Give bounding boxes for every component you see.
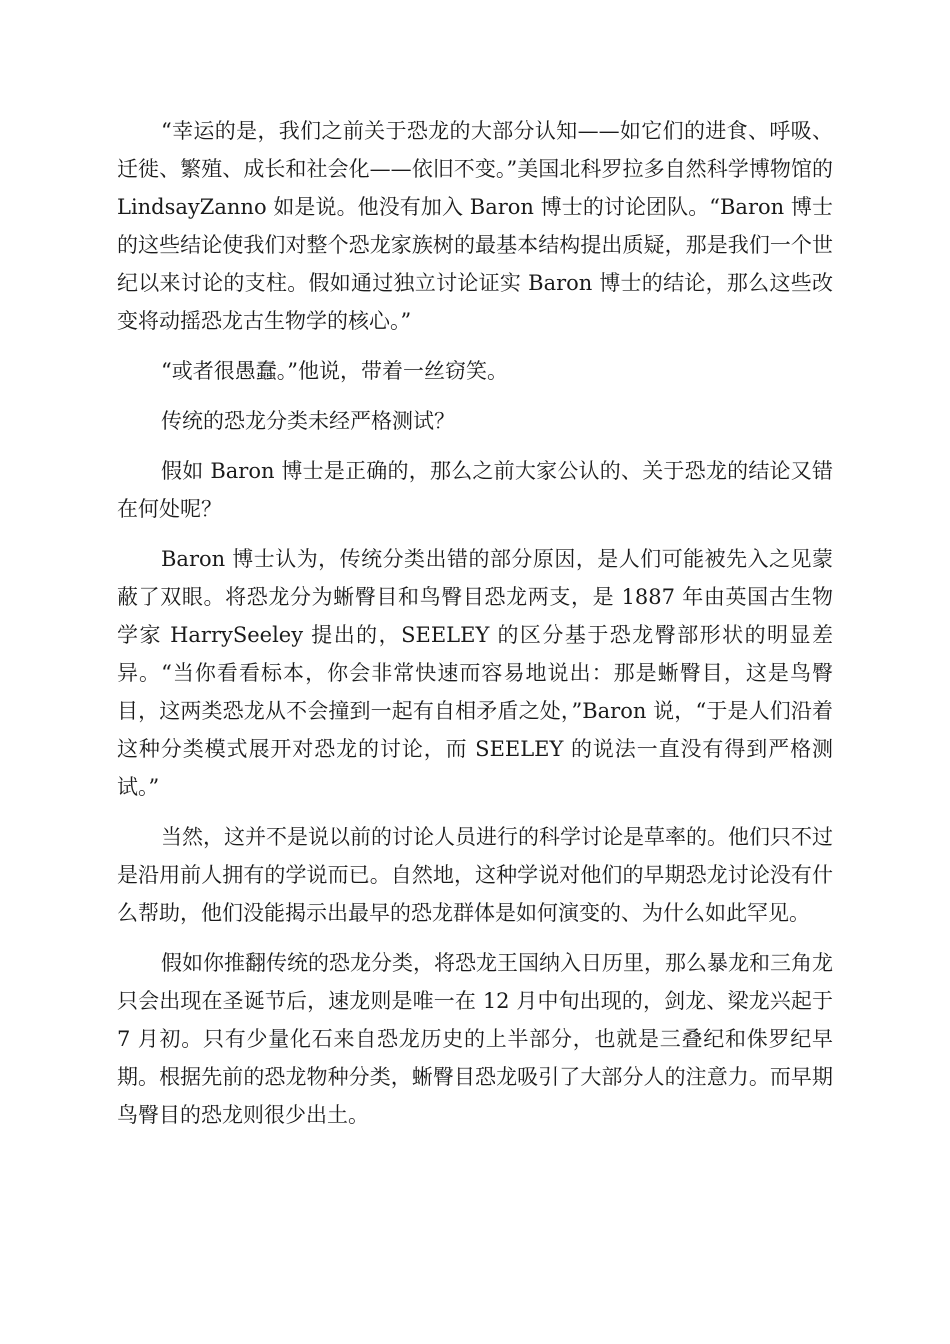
paragraph-question: 假如 Baron 博士是正确的，那么之前大家公认的、关于恐龙的结论又错在何处呢？ [117, 459, 833, 521]
article-body [117, 112, 833, 1146]
paragraph-prior-research: 当然，这并不是说以前的讨论人员进行的科学讨论是草率的。他们只不过是沿用前人拥有的学说而已。自然地，这种学说对他们的早期恐龙讨论没有什么帮助，他们没能揭示出最早的恐龙群体是如何演变的、为什么如此罕见。 [117, 825, 833, 925]
section-heading: 传统的恐龙分类未经严格测试？ [161, 409, 455, 433]
paragraph-snicker: “或者很愚蠢。”他说，带着一丝窃笑。 [161, 359, 508, 383]
paragraph-zanno-quote: “幸运的是，我们之前关于恐龙的大部分认知——如它们的进食、呼吸、迁徙、繁殖、成长和社会化——依旧不变。”美国北科罗拉多自然科学博物馆的 LindsayZanno 如是说。他没有加入 Baron 博士的讨论团队。“Baron 博士的这些结论使我们对整个恐龙家族树的最基本结构提出质疑，那是我们一个世纪以来讨论的支柱。假如通过独立讨论证实 Baron 博士的结论，那么这些改变将动摇恐龙古生物学的核心。” [117, 119, 833, 333]
paragraph-calendar: 假如你推翻传统的恐龙分类，将恐龙王国纳入日历里，那么暴龙和三角龙只会出现在圣诞节后，速龙则是唯一在 12 月中旬出现的，剑龙、梁龙兴起于 7 月初。只有少量化石来自恐龙历史的上半部分，也就是三叠纪和侏罗纪早期。根据先前的恐龙物种分类，蜥臀目恐龙吸引了大部分人的注意力。而早期鸟臀目的恐龙则很少出土。 [117, 951, 833, 1127]
paragraph-seeley: Baron 博士认为，传统分类出错的部分原因，是人们可能被先入之见蒙蔽了双眼。将恐龙分为蜥臀目和鸟臀目恐龙两支，是 1887 年由英国古生物学家 HarrySeeley 提出的，SEELEY 的区分基于恐龙臀部形状的明显差异。“当你看看标本，你会非常快速而容易地说出：那是蜥臀目，这是鸟臀目，这两类恐龙从不会撞到一起有自相矛盾之处，”Baron 说，“于是人们沿着这种分类模式展开对恐龙的讨论，而 SEELEY 的说法一直没有得到严格测试。” [117, 547, 833, 799]
